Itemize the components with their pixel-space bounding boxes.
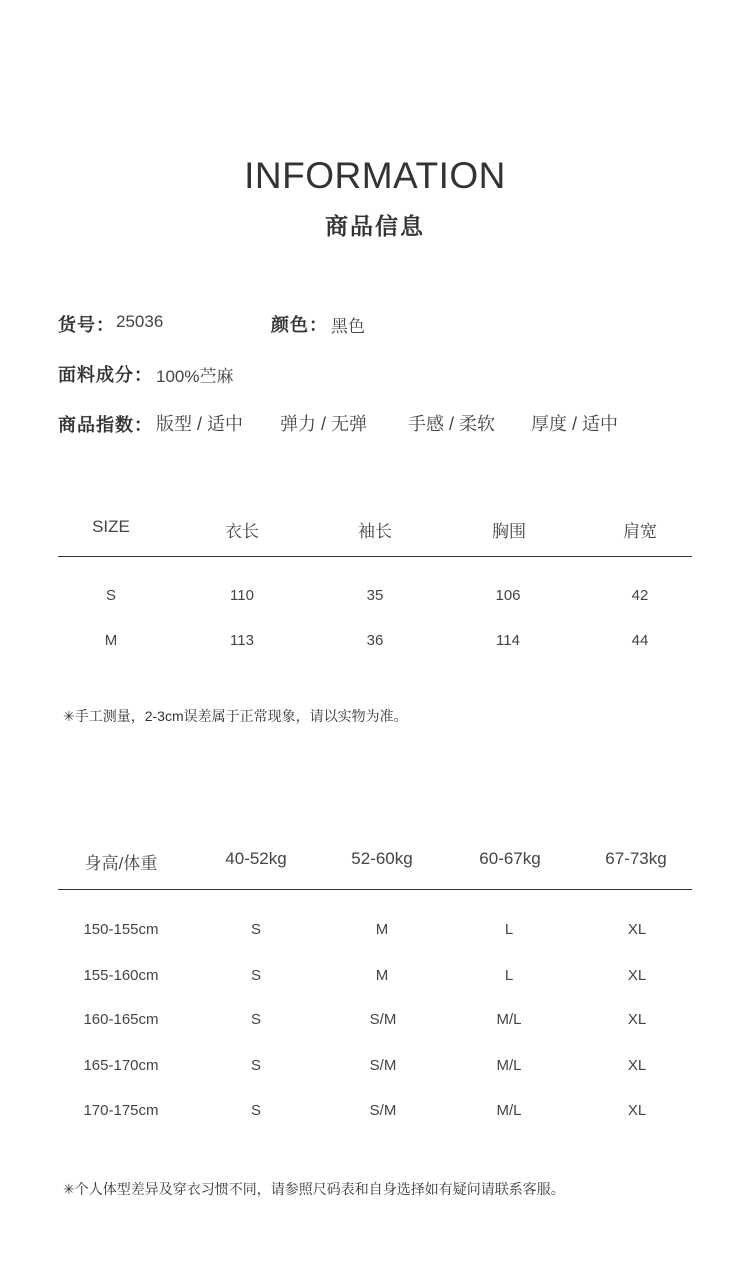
color-value: 黑色	[331, 317, 365, 336]
size-header-cell: 胸围	[492, 522, 526, 541]
fit-cell: XL	[627, 1011, 647, 1028]
fabric-label: 面料成分：	[58, 365, 153, 385]
fit-cell: S	[250, 1011, 261, 1028]
fit-cell: S	[250, 1057, 261, 1074]
size-cell: 35	[366, 587, 384, 604]
size-cell: S	[105, 587, 116, 604]
fit-table-divider	[58, 889, 692, 890]
size-cell: 110	[230, 587, 254, 604]
fit-header-cell: 40-52kg	[225, 849, 287, 868]
fit-cell: 150-155cm	[83, 921, 159, 938]
fit-cell: S/M	[369, 1102, 397, 1119]
size-cell: M	[104, 632, 118, 649]
size-cell: 44	[631, 632, 649, 649]
fabric-value: 100%苎麻	[156, 367, 234, 386]
fit-cell: S	[250, 1102, 261, 1119]
fit-cell: M/L	[496, 1011, 522, 1028]
fit-cell: S	[250, 921, 261, 938]
item-no-label: 货号：	[58, 315, 115, 335]
index-label: 商品指数：	[58, 415, 153, 435]
fit-header-cell: 67-73kg	[605, 849, 667, 868]
size-header-cell: 衣长	[225, 522, 259, 541]
fit-cell: 160-165cm	[83, 1011, 159, 1028]
measurement-note: ✳手工测量，2-3cm误差属于正常现象，请以实物为准。	[63, 708, 408, 724]
size-cell: 114	[496, 632, 520, 649]
fit-cell: S	[250, 967, 261, 984]
index-item-feel: 手感 / 柔软	[408, 414, 496, 434]
fit-cell: L	[504, 967, 514, 984]
index-item-stretch: 弹力 / 无弹	[280, 414, 368, 434]
fit-cell: 165-170cm	[83, 1057, 159, 1074]
color-label: 颜色：	[271, 315, 328, 335]
fit-note: ✳个人体型差异及穿衣习惯不同，请参照尺码表和自身选择如有疑问请联系客服。	[63, 1181, 565, 1197]
page-title-cn: 商品信息	[325, 213, 425, 239]
index-item-fit: 版型 / 适中	[156, 414, 244, 434]
fit-cell: 155-160cm	[83, 967, 159, 984]
fit-cell: M/L	[496, 1102, 522, 1119]
fit-cell: XL	[627, 921, 647, 938]
item-no-value: 25036	[116, 312, 164, 331]
fit-cell: S/M	[369, 1057, 397, 1074]
size-header-cell: 袖长	[358, 522, 392, 541]
size-header-cell: SIZE	[92, 517, 130, 536]
fit-cell: S/M	[369, 1011, 397, 1028]
fit-cell: L	[504, 921, 514, 938]
size-cell: 42	[631, 587, 649, 604]
size-cell: 106	[495, 587, 521, 604]
fit-cell: XL	[627, 1057, 647, 1074]
size-table-divider	[58, 556, 692, 557]
fit-cell: 170-175cm	[83, 1102, 159, 1119]
fit-cell: XL	[627, 1102, 647, 1119]
size-cell: 36	[366, 632, 384, 649]
size-cell: 113	[230, 632, 254, 649]
fit-cell: M/L	[496, 1057, 522, 1074]
size-header-cell: 肩宽	[623, 522, 657, 541]
fit-header-cell: 身高/体重	[84, 854, 158, 873]
fit-cell: M	[375, 921, 389, 938]
index-item-thickness: 厚度 / 适中	[531, 414, 619, 434]
page-title-en: INFORMATION	[244, 155, 506, 196]
fit-cell: XL	[627, 967, 647, 984]
fit-cell: M	[375, 967, 389, 984]
fit-header-cell: 52-60kg	[351, 849, 413, 868]
fit-header-cell: 60-67kg	[479, 849, 541, 868]
